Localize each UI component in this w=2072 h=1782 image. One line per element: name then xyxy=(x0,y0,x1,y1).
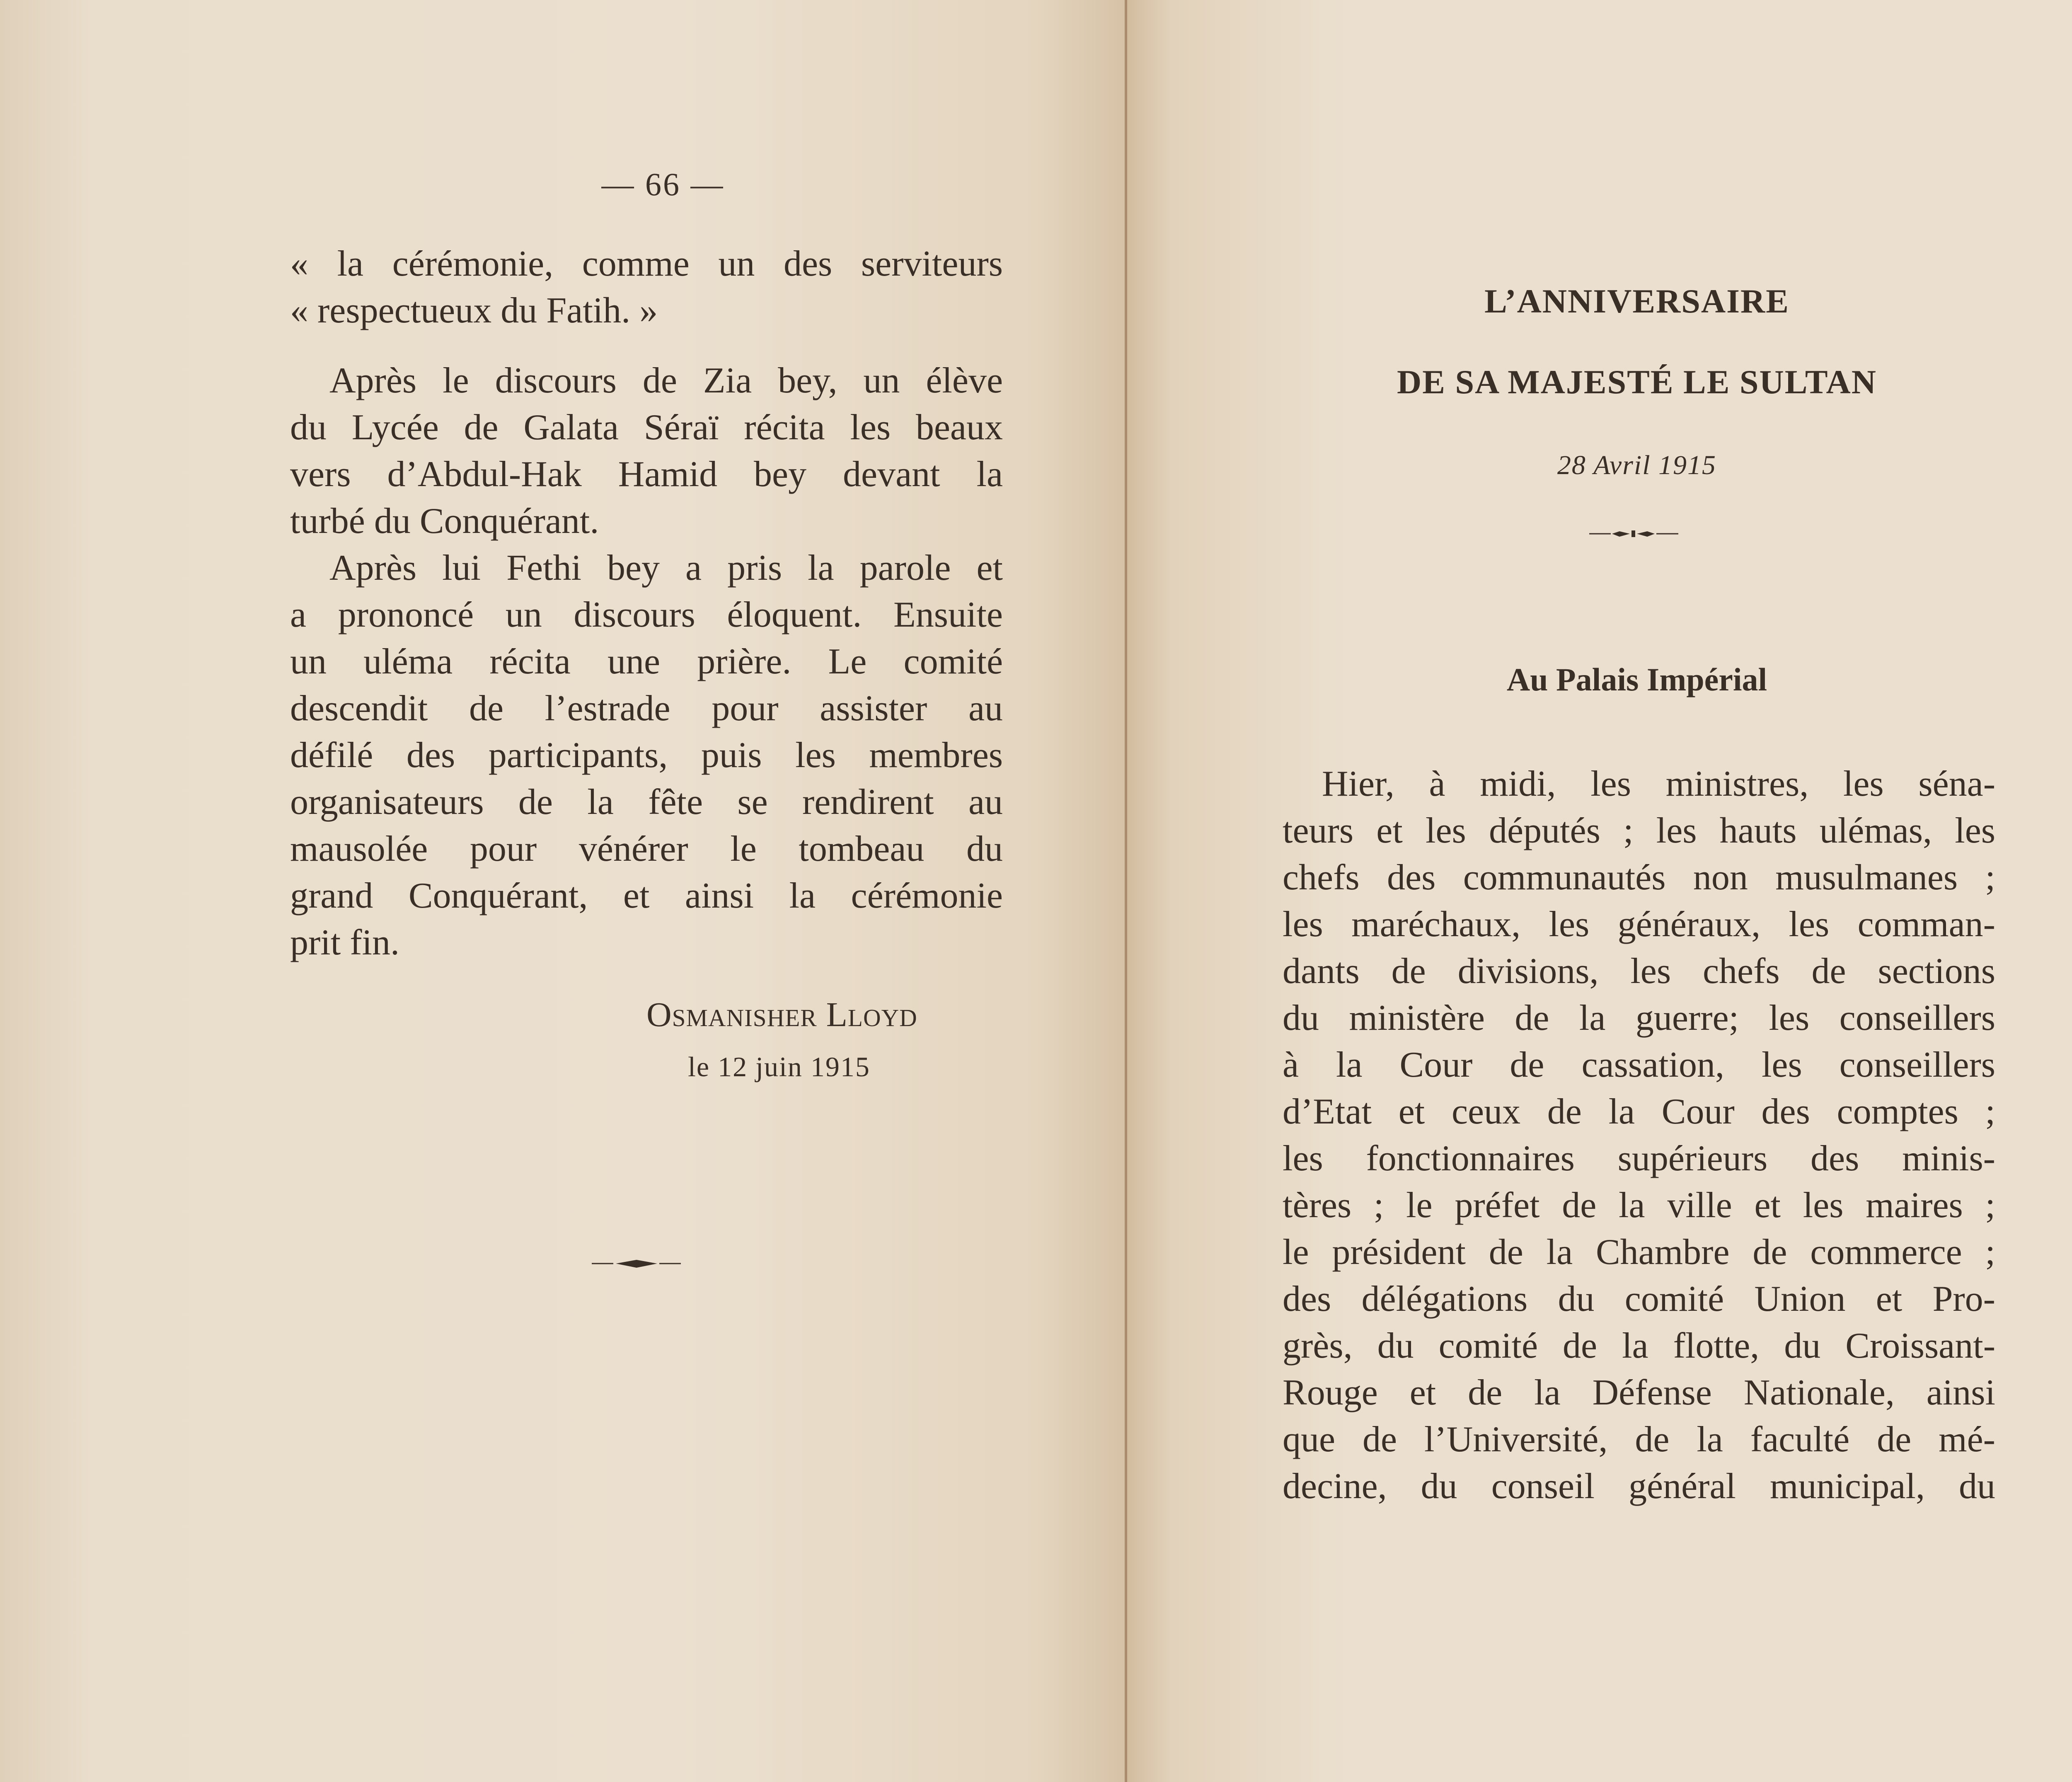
text-line: organisateurs de la fête se rendirent au xyxy=(290,782,1003,822)
section-subheading: Au Palais Impérial xyxy=(1506,661,1767,697)
text-line: vers d’Abdul-Hak Hamid bey devant la xyxy=(290,454,1003,494)
text-line: Après le discours de Zia bey, un élève xyxy=(329,361,1003,401)
article-title-line-2: DE SA MAJESTÉ LE SULTAN xyxy=(1397,363,1877,401)
paragraph-quote xyxy=(290,240,1003,334)
text-line: des délégations du comité Union et Pro- xyxy=(1283,1279,1995,1319)
text-line: les maréchaux, les généraux, les comman- xyxy=(1283,904,1995,944)
signature-date: le 12 juin 1915 xyxy=(688,1051,870,1082)
paragraph-zia-bey xyxy=(290,357,1003,545)
text-line: chefs des communautés non musulmanes ; xyxy=(1283,857,1995,898)
text-line: que de l’Université, de la faculté de mé- xyxy=(1283,1419,1995,1460)
text-line: à la Cour de cassation, les conseillers xyxy=(1283,1045,1995,1085)
book-spine xyxy=(1125,0,1127,1782)
text-line: turbé du Conquérant. xyxy=(290,501,599,541)
text-line: « la cérémonie, comme un des serviteurs xyxy=(290,244,1003,284)
paragraph-palais xyxy=(1283,760,1995,1510)
text-line: Hier, à midi, les ministres, les séna- xyxy=(1322,764,1995,804)
text-line: grès, du comité de la flotte, du Croissant- xyxy=(1283,1326,1995,1366)
paragraph-fethi-bey xyxy=(290,545,1003,966)
text-line: grand Conquérant, et ainsi la cérémonie xyxy=(290,876,1003,916)
text-line: Après lui Fethi bey a pris la parole et xyxy=(329,548,1003,588)
text-line: « respectueux du Fatih. » xyxy=(290,291,658,331)
text-line: un uléma récita une prière. Le comité xyxy=(290,642,1003,682)
text-line: teurs et les députés ; les hauts ulémas, les xyxy=(1283,811,1995,851)
page-number: — 66 — xyxy=(601,166,725,202)
text-line: tères ; le préfet de la ville et les maires ; xyxy=(1283,1185,1995,1225)
text-line: du Lycée de Galata Séraï récita les beaux xyxy=(290,407,1003,448)
signature-source: Osmanisher Lloyd xyxy=(646,995,917,1034)
text-line: du ministère de la guerre; les conseillers xyxy=(1283,998,1995,1038)
text-line: decine, du conseil général municipal, du xyxy=(1283,1466,1995,1506)
text-line: les fonctionnaires supérieurs des minis- xyxy=(1283,1138,1995,1179)
text-line: d’Etat et ceux de la Cour des comptes ; xyxy=(1283,1092,1995,1132)
text-line: le président de la Chambre de commerce ; xyxy=(1283,1232,1995,1272)
right-page-body xyxy=(1283,760,1995,1510)
article-title-line-1: L’ANNIVERSAIRE xyxy=(1484,282,1789,320)
article-date: 28 Avril 1915 xyxy=(1557,450,1717,480)
double-diamond-rule-ornament-icon xyxy=(1589,530,1678,538)
text-line: Rouge et de la Défense Nationale, ainsi xyxy=(1283,1373,1995,1413)
text-line: défilé des participants, puis les membres xyxy=(290,735,1003,775)
diamond-rule-ornament-icon xyxy=(592,1258,681,1269)
text-line: descendit de l’estrade pour assister au xyxy=(290,688,1003,729)
left-page-body xyxy=(290,240,1003,966)
text-line: dants de divisions, les chefs de sections xyxy=(1283,951,1995,991)
text-line: mausolée pour vénérer le tombeau du xyxy=(290,829,1003,869)
text-line: prit fin. xyxy=(290,922,399,963)
text-line: a prononcé un discours éloquent. Ensuite xyxy=(290,595,1003,635)
